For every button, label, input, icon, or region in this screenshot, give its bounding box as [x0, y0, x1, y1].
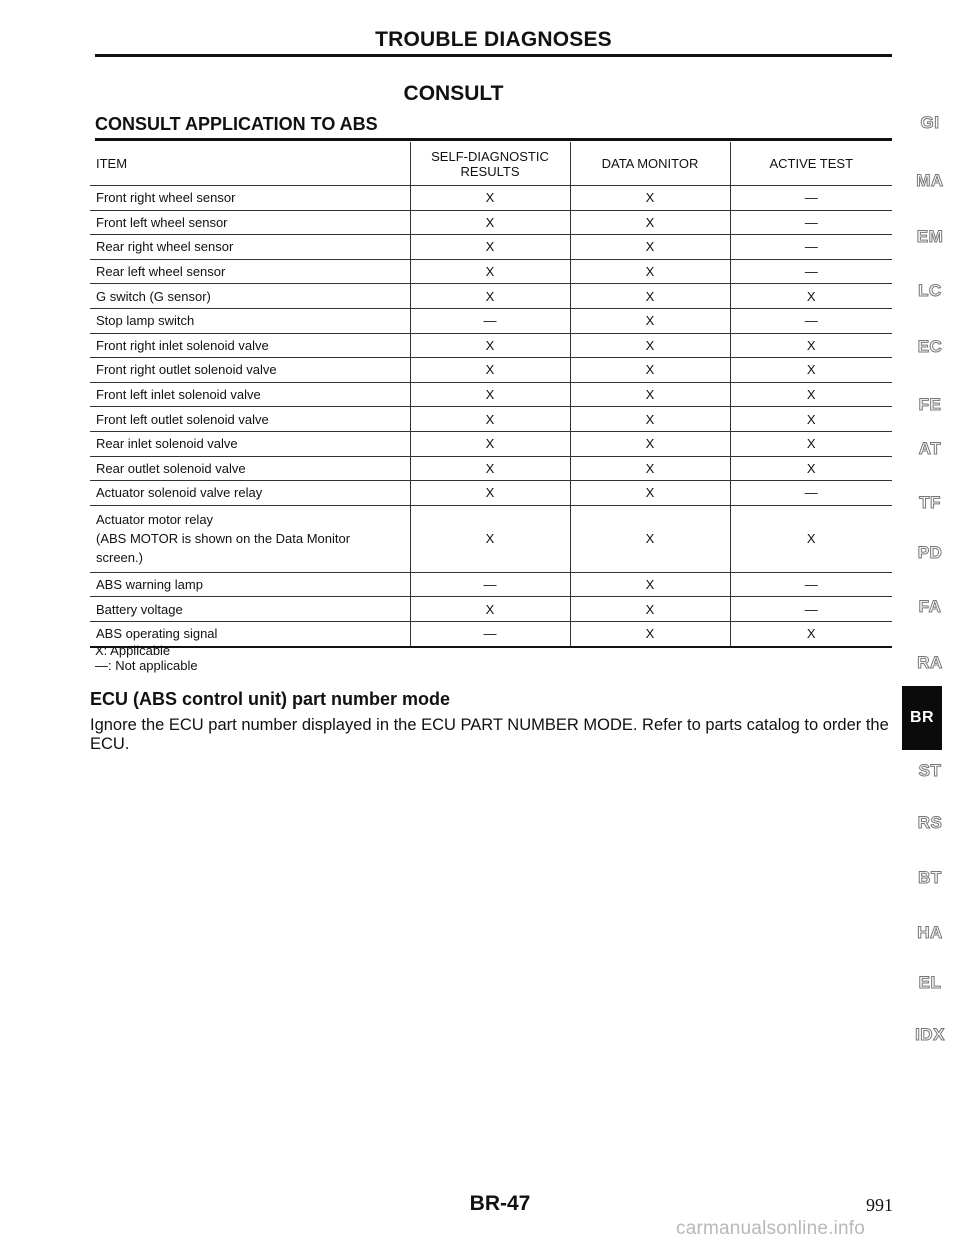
cell-active-test: X: [730, 284, 892, 309]
cell-item: ABS operating signal: [90, 621, 410, 646]
cell-item: Front right outlet solenoid valve: [90, 358, 410, 383]
section-tab-pd[interactable]: PD: [917, 543, 943, 562]
cell-self-diagnostic: —: [410, 572, 570, 597]
section-tab-el[interactable]: EL: [918, 973, 942, 992]
table-row: [90, 382, 892, 407]
cell-self-diagnostic: X: [410, 481, 570, 506]
cell-active-test: X: [730, 431, 892, 456]
cell-active-test: —: [730, 235, 892, 260]
section-title: CONSULT: [403, 82, 504, 105]
watermark: carmanualsonline.info: [676, 1218, 866, 1239]
cell-data-monitor: X: [570, 235, 730, 260]
table-row: [90, 308, 892, 333]
cell-item: Front left inlet solenoid valve: [90, 382, 410, 407]
cell-self-diagnostic: X: [410, 505, 570, 572]
section-tab-idx[interactable]: IDX: [915, 1025, 945, 1044]
cell-self-diagnostic: X: [410, 597, 570, 622]
cell-self-diagnostic: —: [410, 308, 570, 333]
cell-item: Rear right wheel sensor: [90, 235, 410, 260]
table-row: [90, 597, 892, 622]
section-tab-em[interactable]: EM: [916, 227, 944, 246]
cell-active-test: —: [730, 597, 892, 622]
table-row: [90, 333, 892, 358]
column-header-active-test: ACTIVE TEST: [730, 142, 892, 186]
legend-applicable: X: Applicable: [95, 643, 171, 658]
table-row: [90, 621, 892, 646]
subsection-body: Ignore the ECU part number displayed in the ECU PART NUMBER MODE. Refer to parts catalog to order the ECU.: [90, 716, 889, 753]
column-header-self-diagnostic: SELF-DIAGNOSTIC RESULTS: [410, 142, 570, 186]
print-number: 991: [866, 1195, 893, 1215]
cell-data-monitor: X: [570, 284, 730, 309]
cell-self-diagnostic: X: [410, 431, 570, 456]
page-header: TROUBLE DIAGNOSES: [375, 28, 612, 51]
cell-item: [90, 505, 410, 572]
table-row: [90, 358, 892, 383]
page-number: BR-47: [469, 1192, 531, 1215]
cell-item: Front left outlet solenoid valve: [90, 407, 410, 432]
cell-data-monitor: X: [570, 431, 730, 456]
section-tab-ec[interactable]: EC: [917, 337, 943, 356]
cell-self-diagnostic: X: [410, 210, 570, 235]
cell-item: Stop lamp switch: [90, 308, 410, 333]
cell-data-monitor: X: [570, 308, 730, 333]
cell-item: Front right wheel sensor: [90, 186, 410, 211]
cell-data-monitor: X: [570, 572, 730, 597]
table-row: [90, 186, 892, 211]
table-row: [90, 456, 892, 481]
cell-item: Actuator solenoid valve relay: [90, 481, 410, 506]
cell-active-test: X: [730, 621, 892, 646]
cell-data-monitor: X: [570, 210, 730, 235]
table-body: [90, 186, 892, 647]
cell-item: ABS warning lamp: [90, 572, 410, 597]
section-tab-at[interactable]: AT: [918, 439, 942, 458]
cell-data-monitor: X: [570, 333, 730, 358]
section-tab-br[interactable]: BR: [902, 686, 942, 750]
cell-item-line: (ABS MOTOR is shown on the Data Monitor: [96, 531, 351, 547]
table-header-row: [90, 142, 892, 186]
cell-data-monitor: X: [570, 505, 730, 572]
table-row: [90, 572, 892, 597]
cell-item-line: Actuator motor relay: [96, 512, 214, 528]
table-title: CONSULT APPLICATION TO ABS: [95, 114, 378, 134]
table-row: [90, 235, 892, 260]
cell-active-test: X: [730, 456, 892, 481]
cell-data-monitor: X: [570, 358, 730, 383]
cell-active-test: —: [730, 481, 892, 506]
subsection-title: ECU (ABS control unit) part number mode: [90, 689, 450, 709]
cell-item: Rear outlet solenoid valve: [90, 456, 410, 481]
cell-item: G switch (G sensor): [90, 284, 410, 309]
cell-active-test: X: [730, 382, 892, 407]
cell-self-diagnostic: X: [410, 382, 570, 407]
section-tab-ra[interactable]: RA: [917, 653, 943, 672]
column-header-item: ITEM: [90, 142, 410, 186]
cell-data-monitor: X: [570, 456, 730, 481]
cell-self-diagnostic: X: [410, 456, 570, 481]
table-row: [90, 210, 892, 235]
section-tab-ha[interactable]: HA: [917, 923, 943, 942]
cell-self-diagnostic: X: [410, 333, 570, 358]
cell-item: Rear inlet solenoid valve: [90, 431, 410, 456]
section-tab-rs[interactable]: RS: [917, 813, 943, 832]
section-tab-tf[interactable]: TF: [919, 493, 941, 512]
cell-item: Front right inlet solenoid valve: [90, 333, 410, 358]
section-tab-lc[interactable]: LC: [918, 281, 942, 300]
header-rule: [95, 54, 892, 57]
table-row: [90, 481, 892, 506]
cell-self-diagnostic: X: [410, 407, 570, 432]
cell-active-test: —: [730, 186, 892, 211]
cell-active-test: —: [730, 210, 892, 235]
cell-self-diagnostic: X: [410, 235, 570, 260]
table-row: [90, 284, 892, 309]
legend: [95, 643, 198, 673]
column-header-data-monitor: DATA MONITOR: [570, 142, 730, 186]
table-row: [90, 259, 892, 284]
cell-self-diagnostic: X: [410, 358, 570, 383]
section-tab-bt[interactable]: BT: [918, 868, 942, 887]
cell-data-monitor: X: [570, 481, 730, 506]
cell-self-diagnostic: —: [410, 621, 570, 646]
cell-item-line: screen.): [96, 550, 143, 566]
cell-active-test: —: [730, 572, 892, 597]
cell-data-monitor: X: [570, 621, 730, 646]
cell-active-test: X: [730, 333, 892, 358]
cell-self-diagnostic: X: [410, 284, 570, 309]
cell-self-diagnostic: X: [410, 259, 570, 284]
cell-active-test: X: [730, 358, 892, 383]
section-tab-gi[interactable]: GI: [920, 113, 940, 132]
legend-not-applicable: —: Not applicable: [95, 658, 198, 673]
cell-active-test: X: [730, 407, 892, 432]
table-rule: [95, 138, 892, 141]
cell-data-monitor: X: [570, 259, 730, 284]
section-tab-st[interactable]: ST: [918, 761, 942, 780]
section-tab-ma[interactable]: MA: [916, 171, 944, 190]
section-tab-fe[interactable]: FE: [918, 395, 942, 414]
cell-item: Battery voltage: [90, 597, 410, 622]
table-row: [90, 407, 892, 432]
cell-self-diagnostic: X: [410, 186, 570, 211]
cell-data-monitor: X: [570, 407, 730, 432]
cell-data-monitor: X: [570, 186, 730, 211]
section-tab-fa[interactable]: FA: [918, 597, 942, 616]
cell-item: Front left wheel sensor: [90, 210, 410, 235]
cell-active-test: —: [730, 259, 892, 284]
table-row: [90, 431, 892, 456]
consult-application-table: [90, 142, 892, 648]
cell-data-monitor: X: [570, 597, 730, 622]
cell-item: Rear left wheel sensor: [90, 259, 410, 284]
cell-active-test: —: [730, 308, 892, 333]
cell-data-monitor: X: [570, 382, 730, 407]
cell-active-test: X: [730, 505, 892, 572]
table-row: [90, 505, 892, 572]
